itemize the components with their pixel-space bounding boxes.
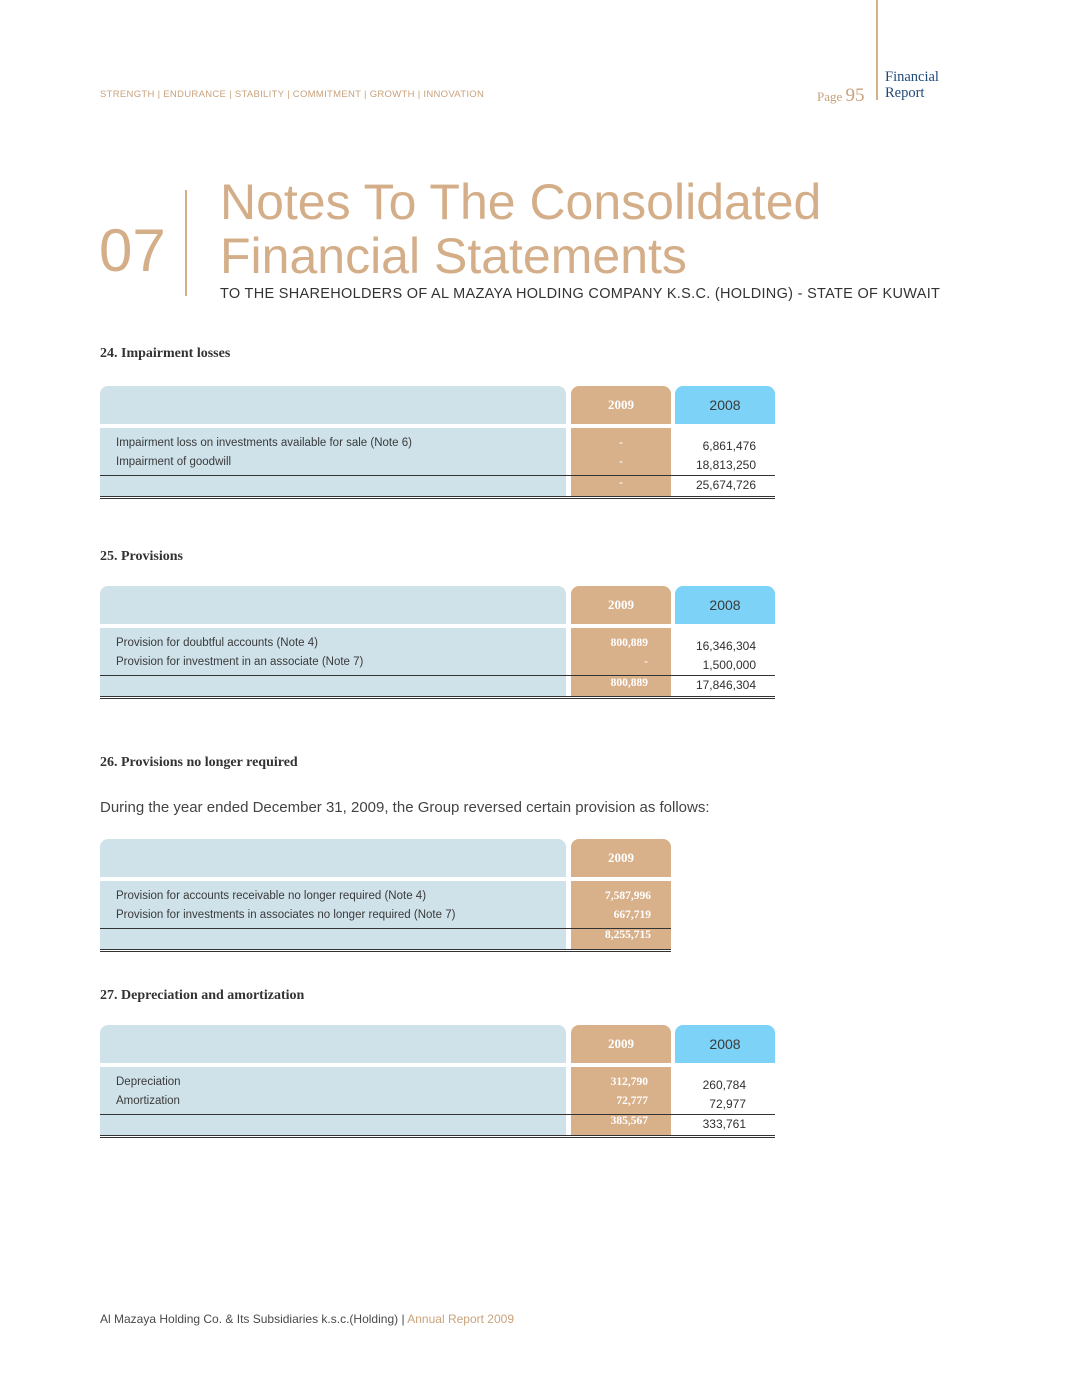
table-cell-2009: 7,587,996	[605, 890, 651, 902]
table-rule	[100, 951, 671, 952]
table-total-2009: 8,255,715	[605, 929, 651, 941]
tagline: STRENGTH | ENDURANCE | STABILITY | COMMITMENT | GROWTH | INNOVATION	[100, 89, 485, 100]
table-header-blank	[100, 839, 566, 877]
table-rule	[100, 1114, 775, 1115]
table-total-2008: 17,846,304	[695, 678, 756, 692]
table-rule	[100, 1137, 775, 1138]
table-cell-2009: 667,719	[613, 909, 651, 921]
table-row-label: Amortization	[116, 1095, 180, 1107]
page-number-label	[817, 85, 865, 107]
table-rule	[100, 498, 775, 499]
impairment-heading: 24. Impairment losses	[100, 346, 231, 361]
table-cell-2009: 72,777	[616, 1095, 648, 1107]
table-cell-2009: -	[644, 656, 648, 668]
table-cell-2008: 260,784	[702, 1078, 746, 1092]
table-row-label: Impairment of goodwill	[116, 456, 232, 468]
table-total-2009: 385,567	[610, 1115, 648, 1127]
table-row-label: Provision for investment in an associate (Note 7)	[116, 656, 364, 668]
page-subtitle: TO THE SHAREHOLDERS OF AL MAZAYA HOLDING COMPANY K.S.C. (HOLDING) - STATE OF KUWAIT	[220, 286, 941, 302]
table-cell-2008: 18,813,250	[695, 458, 756, 472]
chapter-divider	[185, 190, 187, 296]
footer	[100, 1312, 514, 1326]
table-cell-2008: 16,346,304	[695, 639, 756, 653]
table-total-2009: 800,889	[610, 677, 648, 689]
table-row-label: Provision for investments in associates no longer required (Note 7)	[116, 909, 456, 921]
footer-company: Al Mazaya Holding Co. & Its Subsidiaries k.s.c.(Holding) |	[100, 1312, 405, 1326]
table-rule	[100, 949, 671, 950]
table-header-blank	[100, 1025, 566, 1063]
column-header-2008: 2008	[675, 386, 775, 424]
table-row-label: Provision for accounts receivable no longer required (Note 4)	[116, 890, 427, 902]
table-total-2009: -	[619, 477, 623, 489]
table-rule	[100, 698, 775, 699]
table-row-label: Depreciation	[116, 1076, 181, 1088]
provisions-heading: 25. Provisions	[100, 549, 183, 564]
table-cell-2009: 312,790	[610, 1076, 648, 1088]
page-title-line2: Financial Statements	[220, 228, 687, 284]
table-total-2008: 333,761	[702, 1117, 746, 1131]
column-header-2009: 2009	[571, 586, 671, 624]
table-cell-2008: 72,977	[709, 1097, 746, 1111]
page-word: Page	[817, 89, 843, 104]
chapter-number: 07	[99, 217, 166, 284]
table-cell-2009: -	[619, 437, 623, 449]
table-rule	[100, 475, 775, 476]
column-header-2009: 2009	[571, 839, 671, 877]
footer-report: Annual Report 2009	[407, 1312, 514, 1326]
table-cell-2008: 1,500,000	[702, 658, 756, 672]
column-header-2009: 2009	[571, 1025, 671, 1063]
column-header-2008: 2008	[675, 586, 775, 624]
column-header-2009: 2009	[571, 386, 671, 424]
section-name-line2: Report	[885, 85, 925, 101]
no-longer-required-heading: 26. Provisions no longer required	[100, 755, 298, 770]
table-row-label: Impairment loss on investments available for sale (Note 6)	[116, 437, 412, 449]
column-header-2008: 2008	[675, 1025, 775, 1063]
table-rule	[100, 1135, 775, 1136]
table-header-blank	[100, 386, 566, 424]
table-header-blank	[100, 586, 566, 624]
no-longer-required-intro: During the year ended December 31, 2009, the Group reversed certain provision as follows:	[100, 799, 710, 816]
table-rule	[100, 496, 775, 497]
depreciation-heading: 27. Depreciation and amortization	[100, 988, 305, 1003]
table-total-2008: 25,674,726	[695, 478, 756, 492]
table-rule	[100, 696, 775, 697]
table-row-label: Provision for doubtful accounts (Note 4)	[116, 637, 318, 649]
table-cell-2009: 800,889	[610, 637, 648, 649]
page-title	[220, 175, 821, 283]
section-name	[885, 69, 939, 101]
section-name-line1: Financial	[885, 69, 939, 85]
header-divider	[876, 0, 878, 100]
table-cell-2008: 6,861,476	[702, 439, 756, 453]
page-title-line1: Notes To The Consolidated	[220, 174, 822, 230]
table-rule	[100, 675, 775, 676]
table-cell-2009: -	[619, 456, 623, 468]
page-number: 95	[845, 85, 865, 106]
